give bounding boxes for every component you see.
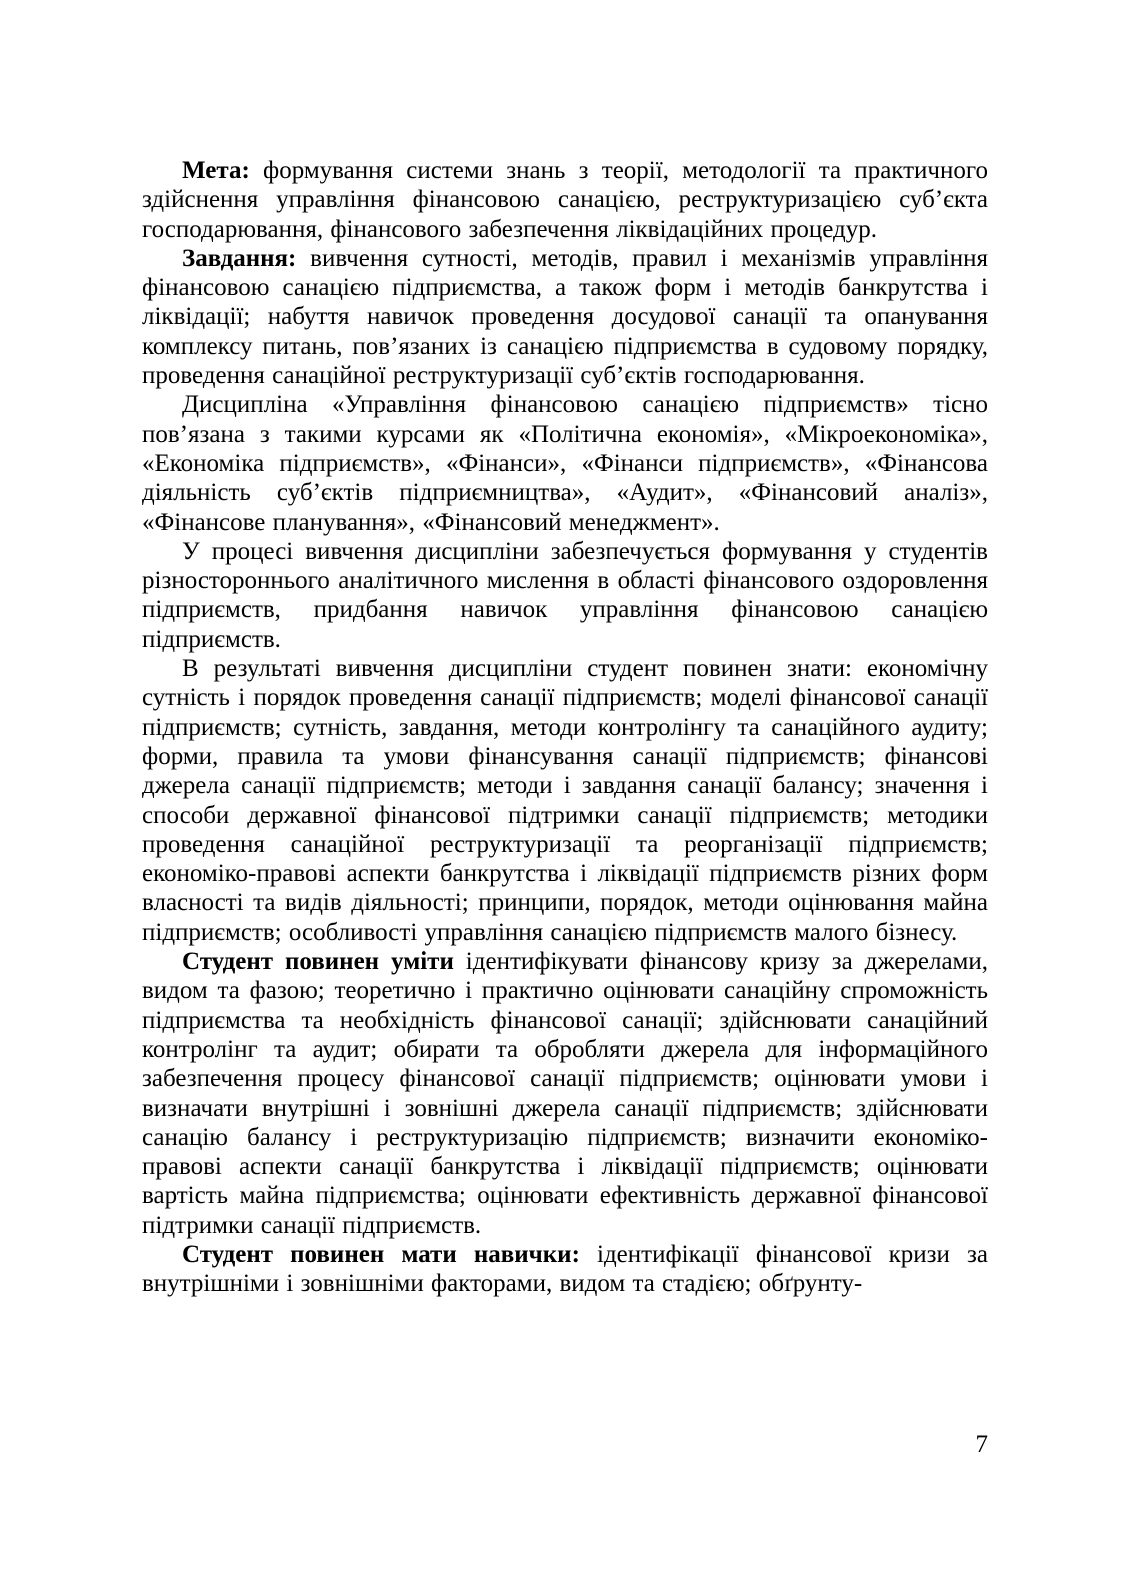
- paragraph-meta: [142, 156, 988, 244]
- paragraph-znaty: [142, 654, 988, 947]
- paragraph-lead: Студент повинен мати навички:: [182, 1240, 580, 1268]
- paragraph-umity: [142, 947, 988, 1240]
- paragraph-text: ідентифікувати фінансову кризу за джерелами, видом та фазою; теоретично і практично оцінювати санаційну спроможність підприємства та необхідність фінансової санації; здійснювати санаційний контролінг та аудит; обирати та обробляти джерела для інформаційного забезпечення процесу фінансової санації підприємств; оцінювати умови і визначати внутрішні і зовнішні джерела санації підприємств; здійснювати санацію балансу і реструктуризацію підприємств; визначити економіко-правові аспекти санації банкрутства і ліквідації підприємств; оцінювати вартість майна підприємства; оцінювати ефективність державної фінансової підтримки санації підприємств.: [142, 948, 988, 1239]
- paragraph-text: ідентифікації фінансової кризи за внутрішніми і зовнішніми факторами, видом та стадією; обґрунту-: [142, 1240, 989, 1298]
- paragraph-text: В результаті вивчення дисципліни студент повинен знати: економічну сутність і порядок проведення санації підприємств; моделі фінансової санації підприємств; сутність, завдання, методи контролінгу та санаційного аудиту; форми, правила та умови фінансування санації підприємств; фінансові джерела санації підприємств; методи і завдання санації балансу; значення і способи державної фінансової підтримки санації підприємств; методики проведення санаційної реструктуризації та реорганізації підприємств; економіко-правові аспекти банкрутства і ліквідації підприємств різних форм власності та видів діяльності; принципи, порядок, методи оцінювання майна підприємств; особливості управління санацією підприємств малого бізнесу.: [142, 655, 988, 946]
- paragraph-dystsyplina: [142, 390, 988, 536]
- paragraph-text: формування системи знань з теорії, методології та практичного здійснення управління фінансовою санацією, реструктуризацією суб’єкта господарювання, фінансового забезпечення ліквідаційних процедур.: [142, 157, 988, 243]
- page-number: 7: [975, 1431, 988, 1458]
- paragraph-lead: Студент повинен уміти: [182, 948, 454, 976]
- paragraph-navychky: [142, 1240, 988, 1299]
- paragraph-lead: Мета:: [182, 157, 250, 184]
- paragraph-text: У процесі вивчення дисципліни забезпечується формування у студентів різностороннього аналітичного мислення в області фінансового оздоровлення підприємств, придбання навичок управління фінансовою санацією підприємств.: [142, 537, 988, 653]
- page-content: [142, 156, 988, 1299]
- paragraph-protses: [142, 537, 988, 654]
- paragraph-text: Дисципліна «Управління фінансовою санацією підприємств» тісно пов’язана з такими курсами як «Політична економія», «Мікроекономіка», «Економіка підприємств», «Фінанси», «Фінанси підприємств», «Фінансова діяльність суб’єктів підприємництва», «Аудит», «Фінансовий аналіз», «Фінансове планування», «Фінансовий менеджмент».: [142, 391, 988, 536]
- paragraph-zavdannia: [142, 244, 988, 390]
- paragraph-lead: Завдання:: [182, 244, 297, 272]
- paragraph-text: вивчення сутності, методів, правил і механізмів управління фінансовою санацією підприємства, а також форм і методів банкрутства і ліквідації; набуття навичок проведення досудової санації та опанування комплексу питань, пов’язаних із санацією підприємства в судовому порядку, проведення санаційної реструктуризації суб’єктів господарювання.: [142, 244, 988, 390]
